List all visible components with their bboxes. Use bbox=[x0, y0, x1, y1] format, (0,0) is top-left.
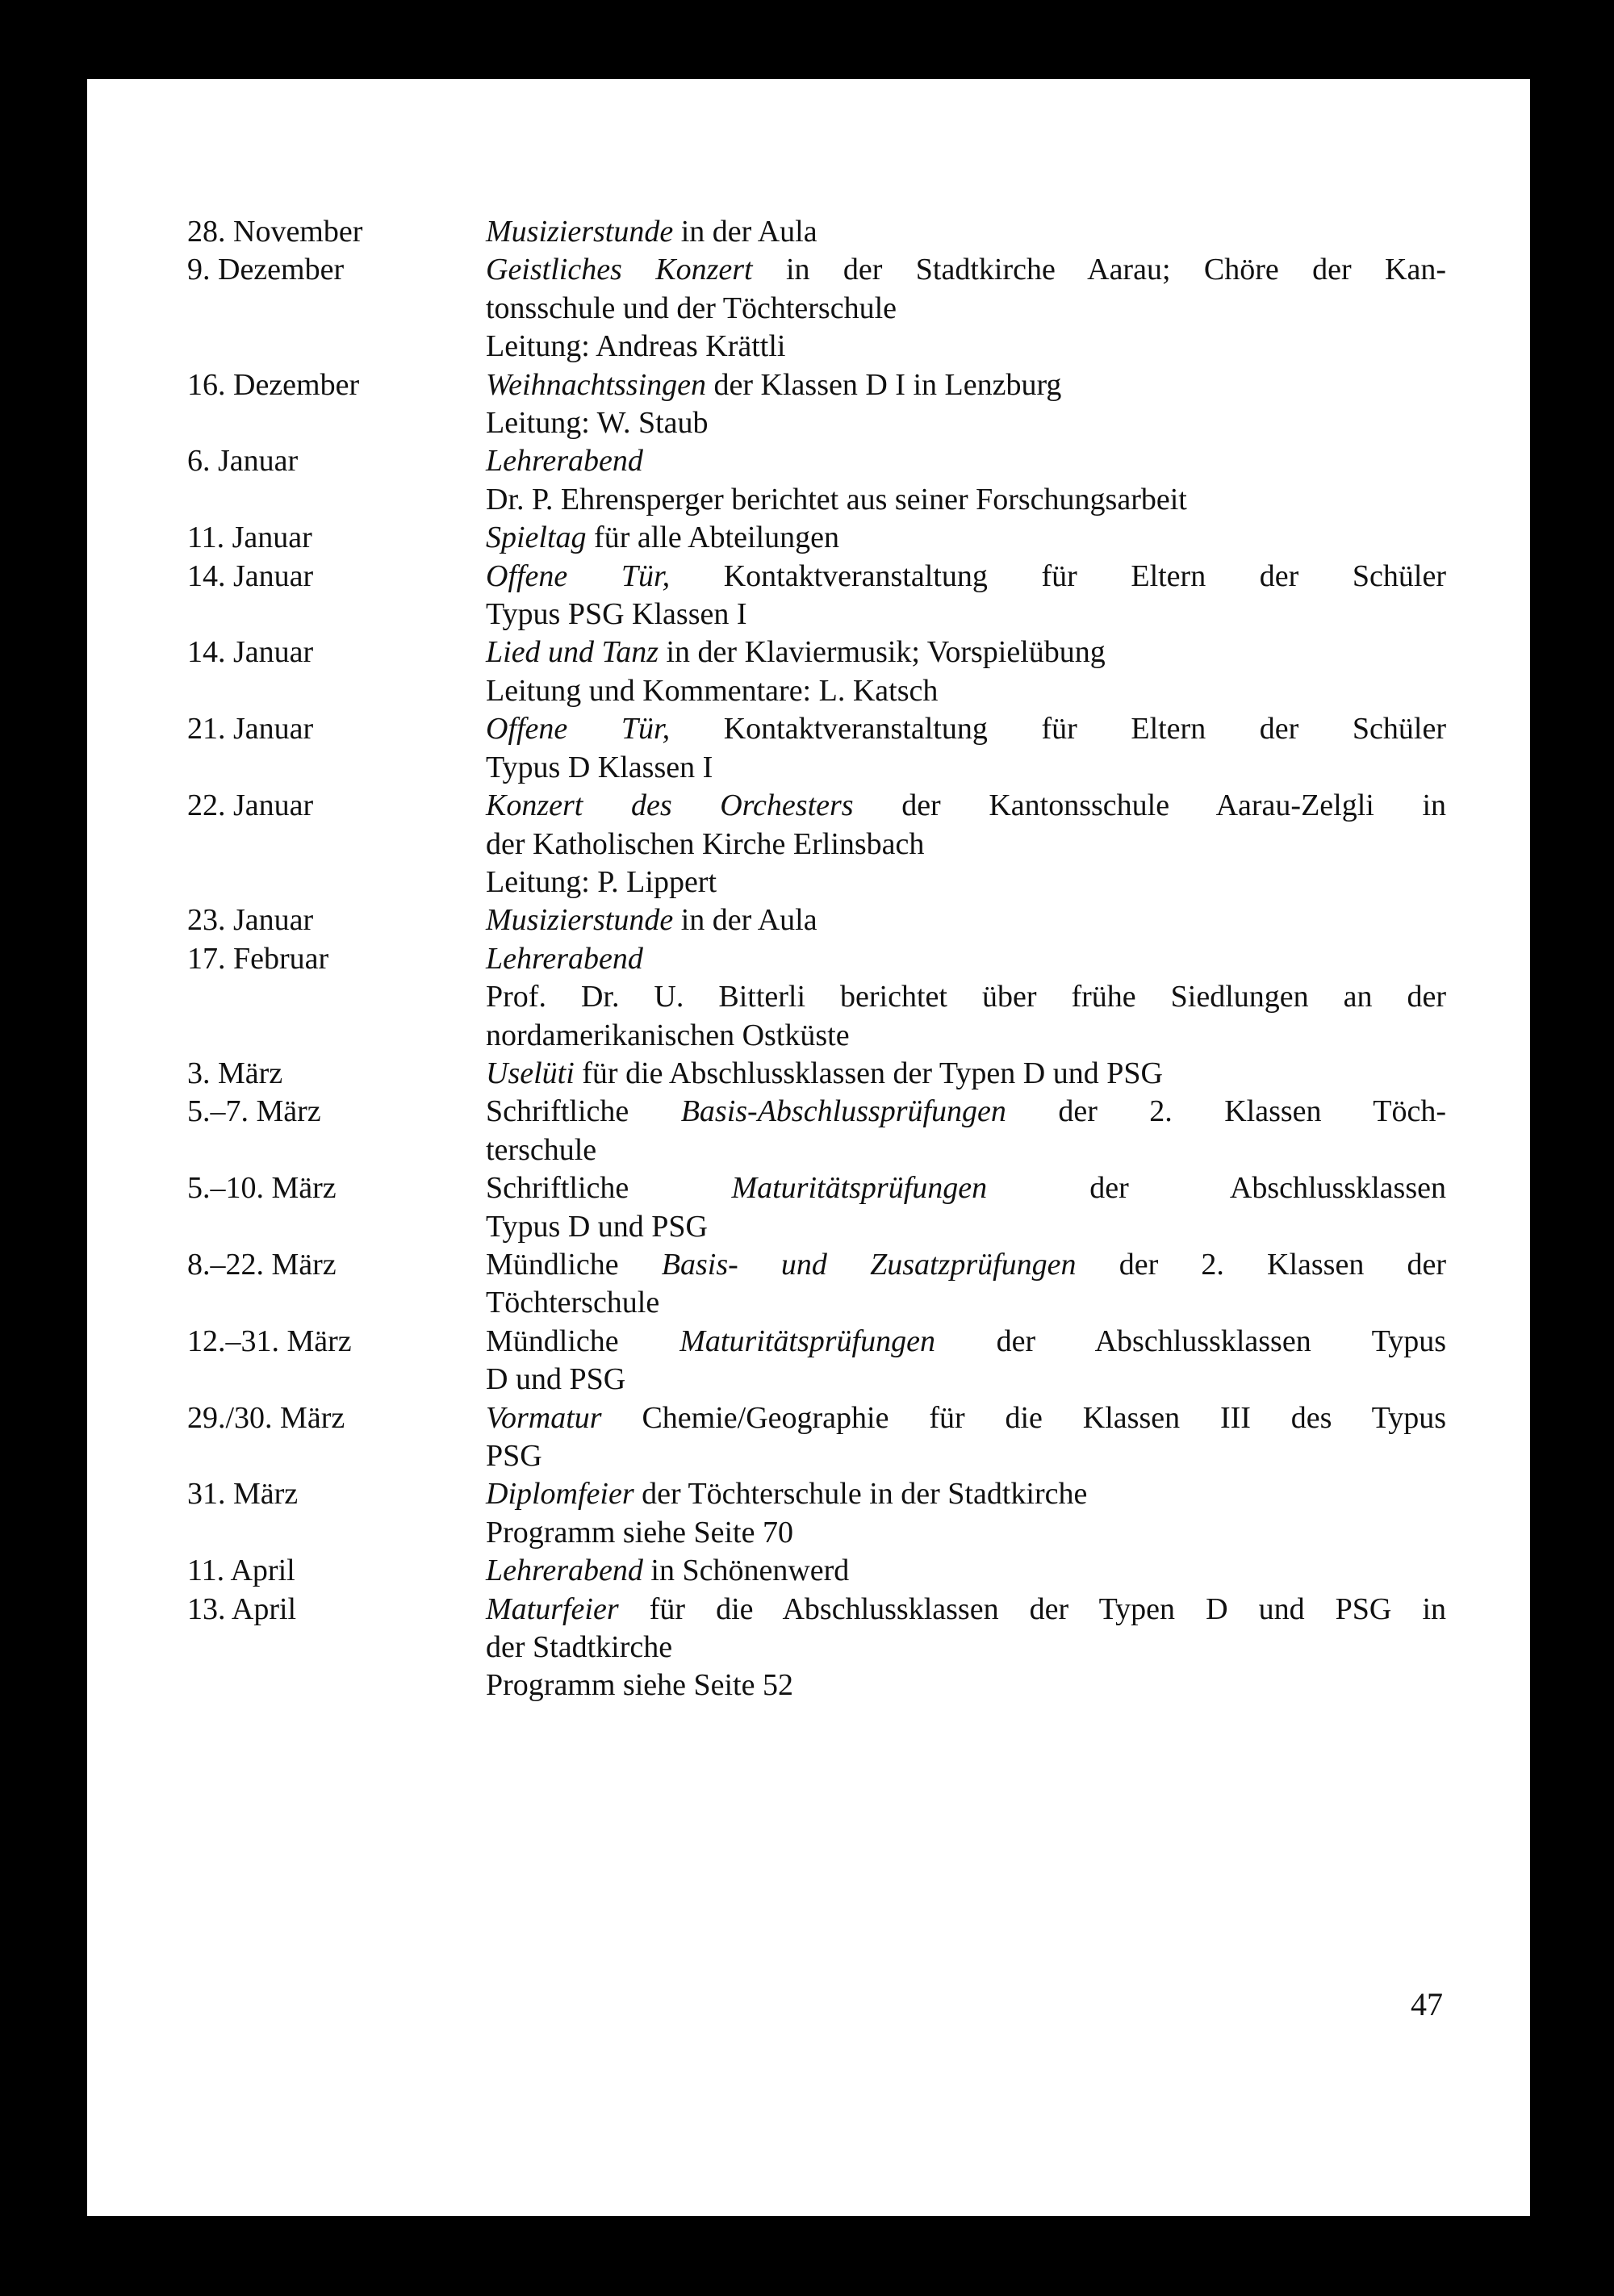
event-description bbox=[486, 634, 1446, 710]
event-entry bbox=[187, 1093, 1446, 1169]
event-entry bbox=[187, 710, 1446, 787]
event-description bbox=[486, 710, 1446, 787]
description-line bbox=[486, 864, 1446, 901]
description-line bbox=[486, 1552, 1446, 1590]
description-line bbox=[486, 826, 1446, 864]
event-date: 5.–10. März bbox=[187, 1171, 337, 1206]
description-line bbox=[486, 213, 1446, 251]
description-line bbox=[486, 901, 1446, 939]
event-text: in Schönenwerd bbox=[642, 1554, 850, 1588]
event-text: für alle Abteilungen bbox=[586, 521, 839, 555]
event-entry bbox=[187, 1475, 1446, 1552]
event-text: Typus D Klassen I bbox=[486, 750, 713, 784]
event-date: 11. April bbox=[187, 1554, 295, 1588]
description-line bbox=[486, 940, 1446, 978]
event-description bbox=[486, 251, 1446, 366]
event-entry bbox=[187, 1055, 1446, 1093]
event-entry bbox=[187, 787, 1446, 901]
event-text: Programm siehe Seite 70 bbox=[486, 1515, 793, 1549]
event-entry bbox=[187, 634, 1446, 710]
event-date: 12.–31. März bbox=[187, 1324, 352, 1358]
event-text: in der Aula bbox=[673, 903, 817, 938]
event-date: 22. Januar bbox=[187, 788, 314, 823]
event-text: in der Klaviermusik; Vorspielübung bbox=[659, 635, 1106, 670]
event-date: 9. Dezember bbox=[187, 253, 345, 287]
event-entry bbox=[187, 213, 1446, 251]
event-date: 3. März bbox=[187, 1056, 283, 1090]
event-entry bbox=[187, 442, 1446, 519]
event-title: Lehrerabend bbox=[486, 1554, 643, 1588]
event-description bbox=[486, 213, 1446, 251]
event-text: Dr. P. Ehrensperger berichtet aus seiner Forschungsarbeit bbox=[486, 482, 1187, 516]
page-number: 47 bbox=[1411, 1986, 1443, 2022]
description-line bbox=[486, 1131, 1446, 1169]
event-entry bbox=[187, 1552, 1446, 1590]
event-text: der Katholischen Kirche Erlinsbach bbox=[486, 826, 925, 861]
event-title: Musizierstunde bbox=[486, 215, 674, 249]
event-text: D und PSG bbox=[486, 1362, 626, 1397]
event-text: Prof. Dr. U. Bitterli berichtet über frühe Siedlungen an der bbox=[486, 980, 1446, 1014]
event-text: Kontaktveranstaltung für Eltern der Schüler bbox=[670, 712, 1446, 747]
event-entry bbox=[187, 366, 1446, 443]
event-entry bbox=[187, 1591, 1446, 1705]
event-title: Diplomfeier bbox=[486, 1477, 634, 1512]
description-line bbox=[486, 1361, 1446, 1399]
event-text: für die Abschlussklassen der Typen D und PSG bbox=[574, 1056, 1163, 1090]
description-line bbox=[486, 1399, 1446, 1437]
event-entry bbox=[187, 1323, 1446, 1399]
event-text: der Abschlussklassen bbox=[987, 1171, 1446, 1206]
event-title: Musizierstunde bbox=[486, 903, 674, 938]
document-page bbox=[87, 79, 1530, 2216]
event-title: Weihnachtssingen bbox=[486, 367, 707, 402]
event-text: Leitung: P. Lippert bbox=[486, 864, 717, 899]
event-description bbox=[486, 1323, 1446, 1399]
event-text: Typus PSG Klassen I bbox=[486, 597, 747, 632]
event-entry bbox=[187, 1399, 1446, 1476]
event-text: Mündliche bbox=[486, 1247, 662, 1282]
event-text: der Klassen D I in Lenzburg bbox=[706, 367, 1062, 402]
event-description bbox=[486, 1552, 1446, 1590]
event-text: Leitung: W. Staub bbox=[486, 406, 709, 441]
event-description bbox=[486, 366, 1446, 443]
description-line bbox=[486, 749, 1446, 787]
description-line bbox=[486, 366, 1446, 404]
description-line bbox=[486, 404, 1446, 442]
description-line bbox=[486, 1246, 1446, 1284]
event-date: 23. Januar bbox=[187, 903, 314, 938]
event-text: der 2. Klassen Töch- bbox=[1006, 1094, 1446, 1129]
description-line bbox=[486, 481, 1446, 519]
event-title: Konzert des Orchesters bbox=[486, 788, 854, 823]
event-text: Kontaktveranstaltung für Eltern der Schüler bbox=[670, 558, 1446, 593]
event-title: Maturitätsprüfungen bbox=[731, 1171, 988, 1206]
event-entry bbox=[187, 1169, 1446, 1246]
event-entry bbox=[187, 901, 1446, 939]
event-list bbox=[187, 213, 1446, 1705]
event-text: Leitung und Kommentare: L. Katsch bbox=[486, 673, 939, 708]
event-text: PSG bbox=[486, 1439, 542, 1473]
event-text: in der Stadtkirche Aarau; Chöre der Kan- bbox=[752, 253, 1446, 287]
event-title: Maturfeier bbox=[486, 1591, 619, 1626]
event-text: terschule bbox=[486, 1132, 597, 1167]
event-date: 28. November bbox=[187, 215, 363, 249]
event-title: Vormatur bbox=[486, 1400, 602, 1435]
event-description bbox=[486, 442, 1446, 519]
event-date: 31. März bbox=[187, 1477, 299, 1512]
event-text: für die Abschlussklassen der Typen D und PSG in bbox=[618, 1591, 1446, 1626]
description-line bbox=[486, 978, 1446, 1016]
description-line bbox=[486, 1591, 1446, 1629]
event-date: 14. Januar bbox=[187, 635, 314, 670]
event-text: der Abschlussklassen Typus bbox=[935, 1324, 1446, 1358]
event-text: nordamerikanischen Ostküste bbox=[486, 1018, 850, 1052]
description-line bbox=[486, 672, 1446, 710]
event-entry bbox=[187, 519, 1446, 557]
event-date: 5.–7. März bbox=[187, 1094, 321, 1129]
description-line bbox=[486, 1514, 1446, 1552]
event-text: der 2. Klassen der bbox=[1076, 1247, 1446, 1282]
description-line bbox=[486, 1437, 1446, 1475]
event-description bbox=[486, 1169, 1446, 1246]
description-line bbox=[486, 519, 1446, 557]
description-line bbox=[486, 787, 1446, 825]
event-title: Basis-Abschlussprüfungen bbox=[680, 1094, 1006, 1129]
description-line bbox=[486, 596, 1446, 634]
event-date: 16. Dezember bbox=[187, 367, 360, 402]
event-title: Spieltag bbox=[486, 521, 587, 555]
event-date: 6. Januar bbox=[187, 444, 299, 479]
event-description bbox=[486, 1399, 1446, 1476]
event-entry bbox=[187, 558, 1446, 634]
description-line bbox=[486, 634, 1446, 671]
event-title: Lied und Tanz bbox=[486, 635, 659, 670]
description-line bbox=[486, 1667, 1446, 1704]
event-text: Leitung: Andreas Krättli bbox=[486, 329, 786, 364]
description-line bbox=[486, 1475, 1446, 1513]
event-text: Programm siehe Seite 52 bbox=[486, 1668, 793, 1703]
description-line bbox=[486, 1284, 1446, 1322]
event-entry bbox=[187, 1246, 1446, 1323]
description-line bbox=[486, 1169, 1446, 1207]
description-line bbox=[486, 1093, 1446, 1131]
event-text: Chemie/Geographie für die Klassen III des Typus bbox=[601, 1400, 1446, 1435]
event-description bbox=[486, 558, 1446, 634]
event-description bbox=[486, 1055, 1446, 1093]
event-title: Offene Tür, bbox=[486, 558, 671, 593]
description-line bbox=[486, 558, 1446, 596]
event-text: Schriftliche bbox=[486, 1094, 681, 1129]
event-title: Maturitätsprüfungen bbox=[679, 1324, 935, 1358]
event-entry bbox=[187, 940, 1446, 1055]
description-line bbox=[486, 1017, 1446, 1055]
event-description bbox=[486, 940, 1446, 1055]
event-date: 21. Januar bbox=[187, 712, 314, 747]
event-text: tonsschule und der Töchterschule bbox=[486, 291, 897, 325]
description-line bbox=[486, 1055, 1446, 1093]
description-line bbox=[486, 1323, 1446, 1361]
description-line bbox=[486, 328, 1446, 366]
description-line bbox=[486, 442, 1446, 480]
event-text: Töchterschule bbox=[486, 1286, 660, 1320]
event-text: Mündliche bbox=[486, 1324, 680, 1358]
event-date: 29./30. März bbox=[187, 1400, 345, 1435]
description-line bbox=[486, 251, 1446, 289]
event-date: 17. Februar bbox=[187, 941, 329, 976]
event-description bbox=[486, 1246, 1446, 1323]
event-title: Lehrerabend bbox=[486, 941, 643, 976]
event-description bbox=[486, 1591, 1446, 1705]
event-title: Lehrerabend bbox=[486, 444, 643, 479]
event-description bbox=[486, 1475, 1446, 1552]
event-title: Offene Tür, bbox=[486, 712, 671, 747]
event-date: 8.–22. März bbox=[187, 1247, 337, 1282]
event-description bbox=[486, 787, 1446, 901]
description-line bbox=[486, 290, 1446, 328]
event-date: 11. Januar bbox=[187, 521, 312, 555]
event-text: Typus D und PSG bbox=[486, 1209, 708, 1244]
event-text: der Kantonsschule Aarau-Zelgli in bbox=[853, 788, 1446, 823]
event-description bbox=[486, 519, 1446, 557]
event-title: Uselüti bbox=[486, 1056, 575, 1090]
description-line bbox=[486, 1208, 1446, 1246]
event-title: Basis- und Zusatzprüfungen bbox=[661, 1247, 1077, 1282]
event-description bbox=[486, 901, 1446, 939]
event-text: Schriftliche bbox=[486, 1171, 732, 1206]
event-date: 14. Januar bbox=[187, 558, 314, 593]
event-date: 13. April bbox=[187, 1591, 297, 1626]
event-text: der Stadtkirche bbox=[486, 1630, 673, 1665]
description-line bbox=[486, 710, 1446, 748]
description-line bbox=[486, 1629, 1446, 1667]
event-text: der Töchterschule in der Stadtkirche bbox=[633, 1477, 1088, 1512]
event-title: Geistliches Konzert bbox=[486, 253, 753, 287]
event-description bbox=[486, 1093, 1446, 1169]
event-text: in der Aula bbox=[673, 215, 817, 249]
event-entry bbox=[187, 251, 1446, 366]
